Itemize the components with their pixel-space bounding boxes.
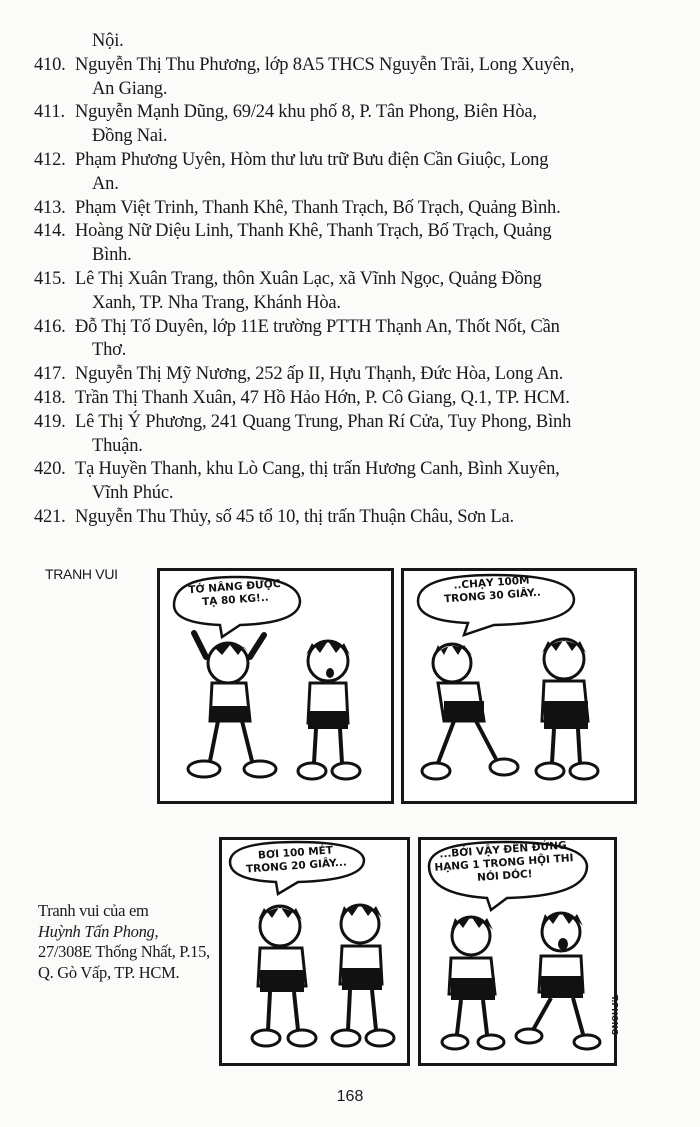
list-item <box>34 101 644 125</box>
list-item-number: 419. <box>34 411 66 432</box>
list-item-text: Thơ. <box>92 340 127 361</box>
list-item-number: 417. <box>34 364 66 385</box>
comic-panel-3 <box>219 837 410 1066</box>
list-item-continuation <box>34 244 644 268</box>
list-item <box>34 387 644 411</box>
comic-panel-4 <box>418 837 617 1066</box>
speech-bubble-3: BƠI 100 MÉT TRONG 20 GIÂY... <box>245 844 348 876</box>
list-item-text: An Giang. <box>92 78 168 99</box>
speech-bubble-4: ...BỞI VẬY ĐẾN ĐỨNG HẠNG 1 TRONG HỘI THI NÓI DÓC! <box>434 839 574 884</box>
list-item-number: 414. <box>34 221 66 242</box>
list-item-text: Phạm Phương Uyên, Hòm thư lưu trữ Bưu điện Cần Giuộc, Long <box>75 149 549 170</box>
list-item-text: Xanh, TP. Nha Trang, Khánh Hòa. <box>92 292 341 313</box>
list-item-number: 410. <box>34 54 66 75</box>
list-item-number: 412. <box>34 149 66 170</box>
list-item-text: Lê Thị Ý Phương, 241 Quang Trung, Phan Rí Cửa, Tuy Phong, Bình <box>75 411 572 432</box>
speech-bubble-1: TỚ NÂNG ĐƯỢC TẠ 80 KG!.. <box>187 577 282 609</box>
list-item-text: Nguyễn Mạnh Dũng, 69/24 khu phố 8, P. Tân Phong, Biên Hòa, <box>75 102 537 123</box>
list-item <box>34 411 644 435</box>
list-item <box>34 506 644 530</box>
list-item-continuation <box>34 125 644 149</box>
list-item <box>34 220 644 244</box>
comic-credit <box>38 901 213 983</box>
comic-panel-2 <box>401 568 637 804</box>
credit-address: 27/308E Thống Nhất, P.15, Q. Gò Vấp, TP. HCM. <box>38 942 210 982</box>
list-item <box>34 316 644 340</box>
list-item <box>34 54 644 78</box>
list-item <box>34 149 644 173</box>
list-item-text: Trần Thị Thanh Xuân, 47 Hồ Hảo Hớn, P. Cô Giang, Q.1, TP. HCM. <box>75 387 570 408</box>
list-item-continuation <box>34 78 644 102</box>
list-item-number: 416. <box>34 316 66 337</box>
list-item-continuation <box>34 292 644 316</box>
list-item-number: 418. <box>34 387 66 408</box>
list-item <box>34 363 644 387</box>
address-list <box>34 30 644 530</box>
list-item-text: Phạm Việt Trinh, Thanh Khê, Thanh Trạch, Bố Trạch, Quảng Bình. <box>75 197 561 218</box>
list-item-text: Nguyễn Thu Thủy, số 45 tổ 10, thị trấn Thuận Châu, Sơn La. <box>75 506 514 527</box>
list-item-text: Đỗ Thị Tố Duyên, lớp 11E trường PTTH Thạnh An, Thốt Nốt, Cần <box>75 316 560 337</box>
continuation-text: Nội. <box>92 31 124 51</box>
list-item-number: 411. <box>34 102 65 123</box>
list-item <box>34 268 644 292</box>
list-item-text: Vĩnh Phúc. <box>92 483 174 504</box>
list-item-number: 421. <box>34 506 66 527</box>
list-item <box>34 458 644 482</box>
list-item-text: Tạ Huyền Thanh, khu Lò Cang, thị trấn Hương Canh, Bình Xuyên, <box>75 459 560 480</box>
list-item-text: An. <box>92 173 119 194</box>
list-item-number: 420. <box>34 459 66 480</box>
artist-signature: T.PHONG <box>610 995 619 1035</box>
list-item-continuation <box>34 173 644 197</box>
list-item-text: Nguyễn Thị Mỹ Nương, 252 ấp II, Hựu Thạnh, Đức Hòa, Long An. <box>75 364 564 385</box>
list-item <box>34 197 644 221</box>
list-item-text: Nguyễn Thị Thu Phương, lớp 8A5 THCS Nguyễn Trãi, Long Xuyên, <box>75 54 575 75</box>
credit-prefix: Tranh vui của em <box>38 901 149 920</box>
list-item-continuation <box>34 30 644 54</box>
list-item-continuation <box>34 482 644 506</box>
list-item-continuation <box>34 435 644 459</box>
list-item-text: Bình. <box>92 245 132 266</box>
comic-label: TRANH VUI <box>45 566 118 582</box>
credit-author-name: Huỳnh Tấn Phong, <box>38 921 159 941</box>
comic-panel-1 <box>157 568 394 804</box>
list-item-continuation <box>34 339 644 363</box>
list-item-text: Hoàng Nữ Diệu Linh, Thanh Khê, Thanh Trạch, Bố Trạch, Quảng <box>75 221 552 242</box>
list-item-number: 413. <box>34 197 66 218</box>
list-item-number: 415. <box>34 268 66 289</box>
list-item-text: Đồng Nai. <box>92 126 168 147</box>
page-number: 168 <box>336 1088 364 1105</box>
list-item-text: Thuận. <box>92 435 143 456</box>
speech-bubble-2: ..CHẠY 100M TRONG 30 GIÂY.. <box>443 574 542 606</box>
list-item-text: Lê Thị Xuân Trang, thôn Xuân Lạc, xã Vĩnh Ngọc, Quảng Đồng <box>75 268 542 289</box>
